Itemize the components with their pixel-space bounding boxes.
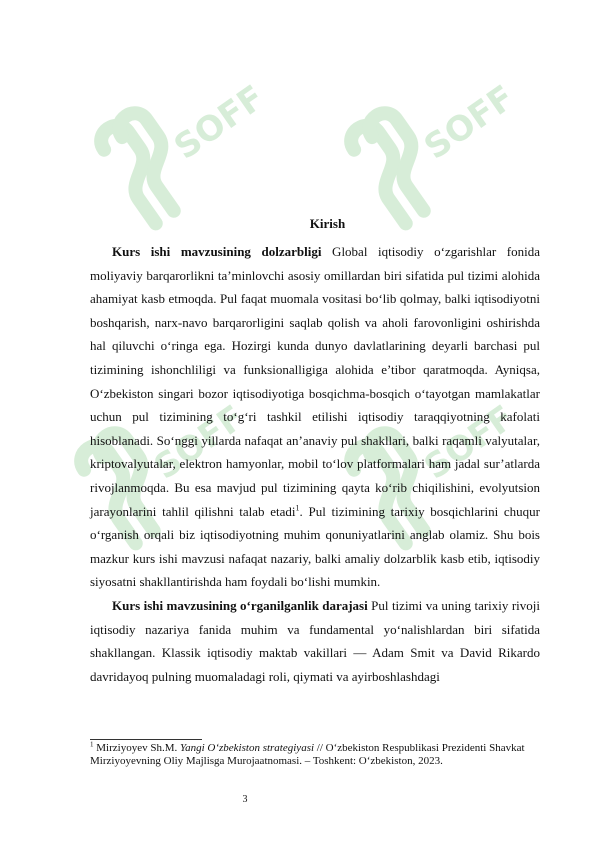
- paragraph-relevance: [90, 240, 540, 594]
- svg-text:SOFF: SOFF: [417, 397, 522, 488]
- body-text: [90, 240, 540, 688]
- svg-text:SOFF: SOFF: [147, 397, 252, 488]
- footnote-author: Mirziyoyev Sh.M.: [93, 742, 180, 754]
- study-level-text: Pul tizimi va uning tarixiy rivoji iqtisodiy nazariya fanida muhim va fundamental yo‘nalishlardan biri sifatida shakllangan. Klassik iqtisodiy maktab vakillari — Adam Smit va David Rikardo davridayoq pulning muomaladagi roli, qiymati va ayirboshlashdagi: [90, 597, 540, 684]
- relevance-text-a: Global iqtisodiy o‘zgarishlar fonida moliyaviy barqarorlikni ta’minlovchi asosiy omillardan biri sifatida pul tizimi alohida ahamiyat kasb etmoqda. Pul faqat muomala vositasi bo‘lib qolmay, balki iqtisodiyotni boshqarish, narx-navo barqarorligini saqlab qolish va aholi farovonligini oshirishda hal qiluvchi o‘ringa ega. Hozirgi kunda dunyo davlatlarining deyarli barchasi pul tizimining ishonchliligi va funksionalligiga alohida e’tibor qaratmoqda. Ayniqsa, O‘zbekiston singari bozor iqtisodiyotiga bosqichma-bosqich o‘tayotgan mamlakatlar uchun pul tizimining to‘g‘ri tashkil etilishi iqtisodiy taraqqiyotning kafolati hisoblanadi. So‘nggi yillarda nafaqat an’anaviy pul shakllari, balki raqamli valyutalar, kriptovalyutalar, elektron hamyonlar, mobil to‘lov platformalari ham jadal sur’atlarda rivojlanmoqda. Bu esa mavjud pul tizimining qayta ko‘rib chiqilishini, evolyutsion jarayonlarini tahlil qilishni talab etadi: [90, 244, 540, 519]
- footnote: [90, 742, 540, 768]
- footnote-ref[interactable]: 1: [295, 503, 300, 513]
- footnote-work-title: Yangi O‘zbekiston strategiyasi: [179, 742, 315, 754]
- relevance-heading: Kurs ishi mavzusining dolzarbligi: [112, 244, 322, 259]
- paragraph-study-level: [90, 594, 540, 688]
- page-title: Kirish: [309, 216, 346, 231]
- footnote-rest: // O‘zbekiston Respublikasi Prezidenti Shavkat Mirziyoyevning Oliy Majlisga Murojaatnomasi. – Toshkent: O‘zbekiston, 2023.: [90, 742, 525, 767]
- svg-text:SOFF: SOFF: [167, 77, 272, 168]
- svg-text:SOFF: SOFF: [417, 77, 522, 168]
- study-level-heading: Kurs ishi mavzusining o‘rganilganlik darajasi: [112, 597, 368, 613]
- footnote-divider: [90, 739, 202, 740]
- footnote-number: 1: [90, 740, 94, 749]
- watermark-logo: [100, 70, 272, 240]
- relevance-text-b: . Pul tizimining tarixiy bosqichlarini chuqur o‘rganish orqali biz iqtisodiyotning muhim qonuniyatlarini anglab olamiz. Shu bois mazkur kurs ishi mavzusi nafaqat nazariy, balki amaliy dolzarblik kasb etib, iqtisodiy siyosatni shakllantirishda ham foydali bo‘lishi mumkin.: [90, 503, 540, 590]
- page-number: 3: [242, 794, 248, 805]
- watermark-logo: [350, 70, 522, 240]
